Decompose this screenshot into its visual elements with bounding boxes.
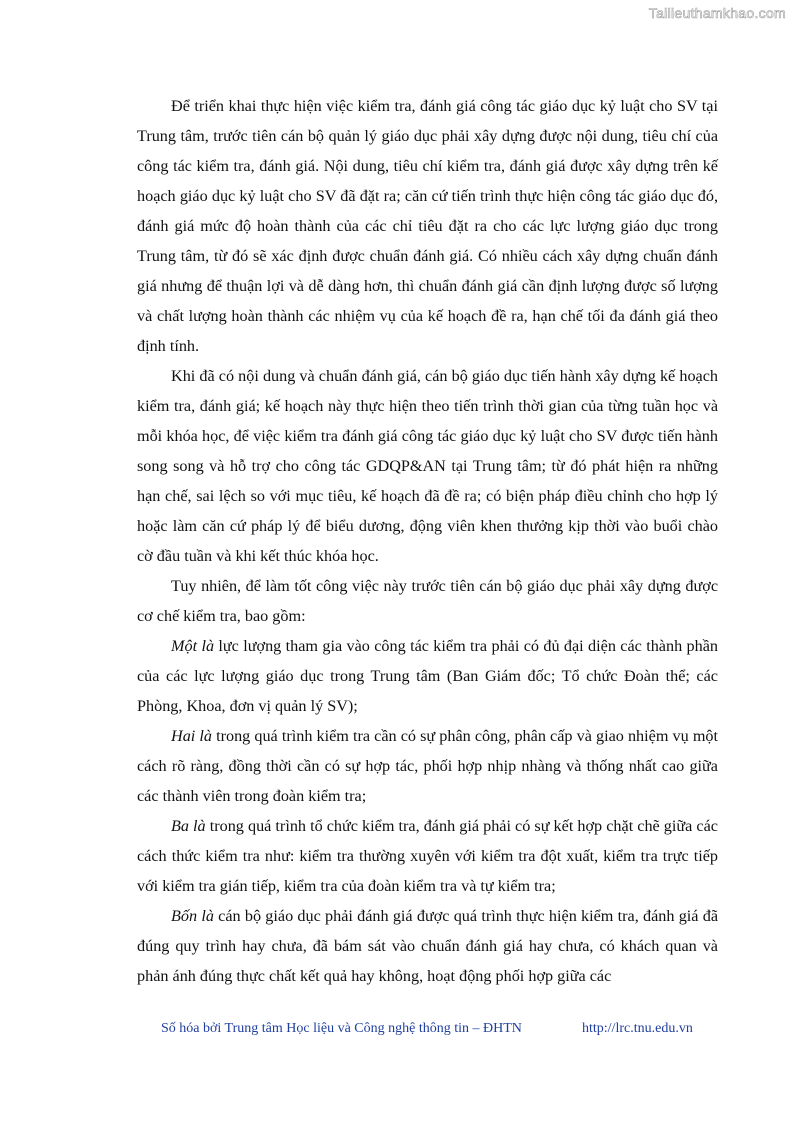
paragraph-5 (137, 721, 718, 811)
italic-lead: Bốn là (171, 907, 214, 925)
paragraph-2 (137, 361, 718, 571)
footer-credit: Số hóa bởi Trung tâm Học liệu và Công nghệ thông tin – ĐHTN (161, 1021, 522, 1036)
italic-lead: Hai là (171, 727, 212, 745)
paragraph-text: trong quá trình tổ chức kiểm tra, đánh giá phải có sự kết hợp chặt chẽ giữa các cách thức kiểm tra như: kiểm tra thường xuyên với kiểm tra đột xuất, kiểm tra trực tiếp với kiểm tra gián tiếp, kiểm tra của đoàn kiểm tra và tự kiểm tra; (137, 817, 718, 895)
italic-lead: Một là (171, 637, 215, 655)
body-text (137, 91, 718, 991)
footer-url: http://lrc.tnu.edu.vn (582, 1021, 693, 1036)
paragraph-4 (137, 631, 718, 721)
paragraph-1 (137, 91, 718, 361)
paragraph-text: cán bộ giáo dục phải đánh giá được quá trình thực hiện kiểm tra, đánh giá đã đúng quy trình hay chưa, đã bám sát vào chuẩn đánh giá hay chưa, có khách quan và phản ánh đúng thực chất kết quả hay không, hoạt động phối hợp giữa các (137, 907, 718, 985)
paragraph-text: Tuy nhiên, để làm tốt công việc này trước tiên cán bộ giáo dục phải xây dựng được cơ chế kiểm tra, bao gồm: (137, 577, 718, 625)
paragraph-6 (137, 811, 718, 901)
italic-lead: Ba là (171, 817, 206, 835)
paragraph-text: Khi đã có nội dung và chuẩn đánh giá, cán bộ giáo dục tiến hành xây dựng kế hoạch kiểm tra, đánh giá; kế hoạch này thực hiện theo tiến trình thời gian của từng tuần học và mỗi khóa học, để việc kiểm tra đánh giá công tác giáo dục kỷ luật cho SV được tiến hành song song và hỗ trợ cho công tác GDQP&AN tại Trung tâm; từ đó phát hiện ra những hạn chế, sai lệch so với mục tiêu, kế hoạch đã đề ra; có biện pháp điều chỉnh cho hợp lý hoặc làm căn cứ pháp lý để biểu dương, động viên khen thưởng kịp thời vào buổi chào cờ đầu tuần và khi kết thúc khóa học. (137, 367, 718, 565)
paragraph-text: trong quá trình kiểm tra cần có sự phân công, phân cấp và giao nhiệm vụ một cách rõ ràng, đồng thời cần có sự hợp tác, phối hợp nhịp nhàng và thống nhất cao giữa các thành viên trong đoàn kiểm tra; (137, 727, 718, 805)
paragraph-text: lực lượng tham gia vào công tác kiểm tra phải có đủ đại diện các thành phần của các lực lượng giáo dục trong Trung tâm (Ban Giám đốc; Tổ chức Đoàn thể; các Phòng, Khoa, đơn vị quản lý SV); (137, 637, 719, 715)
paragraph-7 (137, 901, 718, 991)
watermark: Tailieuthamkhao.com (648, 5, 786, 21)
paragraph-text: Để triển khai thực hiện việc kiểm tra, đánh giá công tác giáo dục kỷ luật cho SV tại Trung tâm, trước tiên cán bộ quản lý giáo dục phải xây dựng được nội dung, tiêu chí của công tác kiểm tra, đánh giá. Nội dung, tiêu chí kiểm tra, đánh giá được xây dựng trên kế hoạch giáo dục kỷ luật cho SV đã đặt ra; căn cứ tiến trình thực hiện công tác giáo dục đó, đánh giá mức độ hoàn thành của các chỉ tiêu đặt ra cho các lực lượng giáo dục trong Trung tâm, từ đó sẽ xác định được chuẩn đánh giá. Có nhiều cách xây dựng chuẩn đánh giá nhưng để thuận lợi và dễ dàng hơn, thì chuẩn đánh giá cần định lượng được số lượng và chất lượng hoàn thành các nhiệm vụ của kế hoạch đề ra, hạn chế tối đa đánh giá theo định tính. (137, 97, 718, 355)
paragraph-3 (137, 571, 718, 631)
